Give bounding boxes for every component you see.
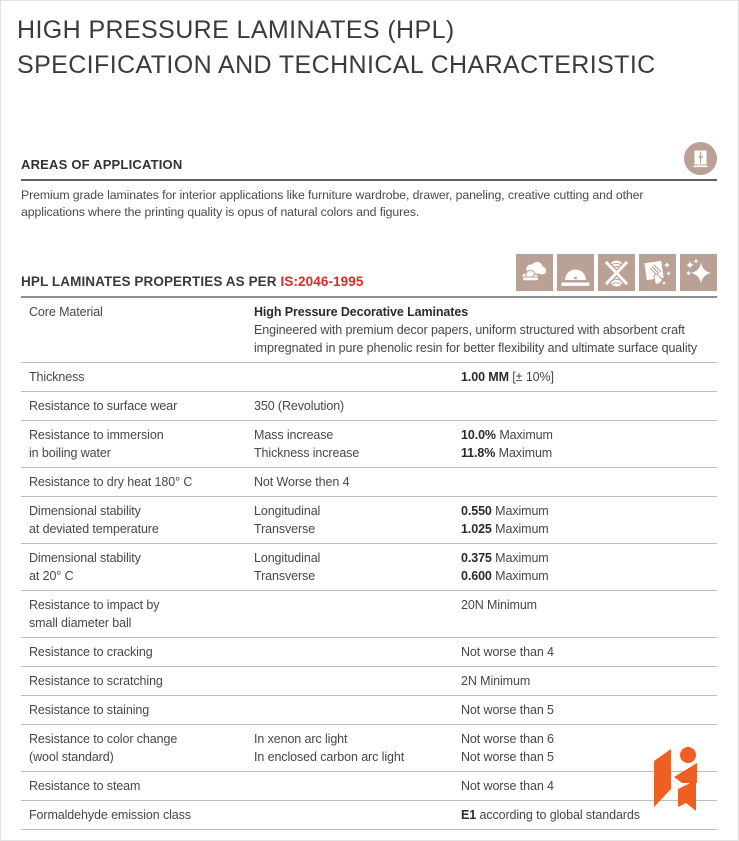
cell-line: Thickness increase <box>254 446 360 460</box>
table-row <box>21 298 717 363</box>
value-cell <box>461 426 717 462</box>
cell-line: (wool standard) <box>29 750 114 764</box>
cell-line: at 20° C <box>29 569 74 583</box>
table-row <box>21 801 717 830</box>
detail-cell <box>254 730 461 766</box>
cell-line: Not worse than 5 <box>461 750 554 764</box>
cell-line: Mass increase <box>254 428 334 442</box>
table-row <box>21 544 717 591</box>
table-row <box>21 591 717 638</box>
feature-icons <box>516 254 717 291</box>
sparkle-icon <box>680 254 717 291</box>
cell-line: Resistance to steam <box>29 779 141 793</box>
value-cell <box>461 672 717 690</box>
cell-line: 11.8% Maximum <box>461 446 553 460</box>
value-cell <box>461 397 717 415</box>
table-row <box>21 638 717 667</box>
cell-line: in boiling water <box>29 446 111 460</box>
property-cell <box>21 303 254 357</box>
property-cell <box>21 596 254 632</box>
cell-line: Not worse than 5 <box>461 703 554 717</box>
cell-line: Longitudinal <box>254 551 321 565</box>
properties-heading-text: HPL LAMINATES PROPERTIES AS PER <box>21 274 281 289</box>
detail-cell <box>254 368 461 386</box>
cell-line: Transverse <box>254 569 316 583</box>
cell-line: Resistance to color change <box>29 732 178 746</box>
cell-line: Resistance to staining <box>29 703 150 717</box>
cell-line: Longitudinal <box>254 504 321 518</box>
table-row <box>21 772 717 801</box>
cell-line: High Pressure Decorative Laminates <box>254 305 469 319</box>
table-row <box>21 392 717 421</box>
cell-line: Thickness <box>29 370 85 384</box>
detail-cell <box>254 397 461 415</box>
page-title <box>17 13 656 83</box>
detail-cell <box>254 596 461 632</box>
detail-cell <box>254 806 461 824</box>
cell-line: Not worse than 6 <box>461 732 554 746</box>
property-cell <box>21 368 254 386</box>
table-row <box>21 497 717 544</box>
cell-line: E1 according to global standards <box>461 808 640 822</box>
cell-line: Not worse than 4 <box>461 645 554 659</box>
cell-line: 1.025 Maximum <box>461 522 549 536</box>
areas-description: Premium grade laminates for interior applications like furniture wardrobe, drawer, paneling, creative cutting and other applications where the printing quality is opus of natural colors and figures. <box>21 188 644 219</box>
cell-line: Not Worse then 4 <box>254 475 350 489</box>
cell-line: Resistance to dry heat 180° C <box>29 475 193 489</box>
cell-line: Resistance to immersion <box>29 428 164 442</box>
cell-line: In enclosed carbon arc light <box>254 750 405 764</box>
property-cell <box>21 502 254 538</box>
detail-cell <box>254 473 461 491</box>
cell-line: Not worse than 4 <box>461 779 554 793</box>
cell-line: Resistance to scratching <box>29 674 163 688</box>
table-row <box>21 421 717 468</box>
detail-cell <box>254 701 461 719</box>
detail-cell <box>254 643 461 661</box>
value-cell <box>461 596 717 632</box>
property-cell <box>21 549 254 585</box>
cell-line: impregnated in pure phenolic resin for better flexibility and ultimate surface quality <box>254 341 698 355</box>
table-row <box>21 725 717 772</box>
value-cell <box>461 701 717 719</box>
cell-line: Resistance to cracking <box>29 645 153 659</box>
detail-cell <box>254 549 461 585</box>
cell-line: 350 (Revolution) <box>254 399 345 413</box>
cell-line: at deviated temperature <box>29 522 159 536</box>
saw-blade-icon <box>557 254 594 291</box>
cell-line: 2N Minimum <box>461 674 531 688</box>
property-cell <box>21 672 254 690</box>
wipe-clean-icon <box>639 254 676 291</box>
table-row <box>21 667 717 696</box>
cell-line: Resistance to surface wear <box>29 399 178 413</box>
cell-line: 20N Minimum <box>461 598 537 612</box>
cell-line: 0.375 Maximum <box>461 551 549 565</box>
value-cell <box>461 502 717 538</box>
cell-line: Core Material <box>29 305 103 319</box>
yarn-cross-icon <box>598 254 635 291</box>
areas-of-application-section <box>21 157 717 221</box>
detail-cell <box>254 502 461 538</box>
spec-table <box>21 298 717 830</box>
detail-cell <box>254 426 461 462</box>
property-cell <box>21 397 254 415</box>
value-cell <box>461 643 717 661</box>
value-cell <box>461 368 717 386</box>
cell-line: Resistance to impact by <box>29 598 160 612</box>
areas-heading: AREAS OF APPLICATION <box>21 157 717 181</box>
table-row <box>21 468 717 497</box>
property-cell <box>21 473 254 491</box>
property-cell <box>21 777 254 795</box>
value-cell <box>461 549 717 585</box>
property-cell <box>21 806 254 824</box>
detail-cell <box>254 303 717 357</box>
property-cell <box>21 426 254 462</box>
table-row <box>21 363 717 392</box>
title-line2: SPECIFICATION AND TECHNICAL CHARACTERISTIC <box>17 51 656 79</box>
cell-line: Dimensional stability <box>29 504 141 518</box>
wardrobe-icon <box>684 142 717 175</box>
title-line1: HIGH PRESSURE LAMINATES (HPL) <box>17 16 455 44</box>
table-row <box>21 696 717 725</box>
brand-logo <box>651 746 699 814</box>
properties-standard-code: IS:2046-1995 <box>280 274 364 289</box>
cell-line: Transverse <box>254 522 316 536</box>
cell-line: Dimensional stability <box>29 551 141 565</box>
clouds-icon <box>516 254 553 291</box>
cell-line: 10.0% Maximum <box>461 428 553 442</box>
cell-line: small diameter ball <box>29 616 132 630</box>
cell-line: Formaldehyde emission class <box>29 808 191 822</box>
cell-line: Engineered with premium decor papers, uniform structured with absorbent craft <box>254 323 685 337</box>
cell-line: In xenon arc light <box>254 732 348 746</box>
detail-cell <box>254 672 461 690</box>
detail-cell <box>254 777 461 795</box>
property-cell <box>21 730 254 766</box>
cell-line: 0.600 Maximum <box>461 569 549 583</box>
property-cell <box>21 701 254 719</box>
value-cell <box>461 473 717 491</box>
cell-line: 0.550 Maximum <box>461 504 549 518</box>
property-cell <box>21 643 254 661</box>
cell-line: 1.00 MM [± 10%] <box>461 370 554 384</box>
